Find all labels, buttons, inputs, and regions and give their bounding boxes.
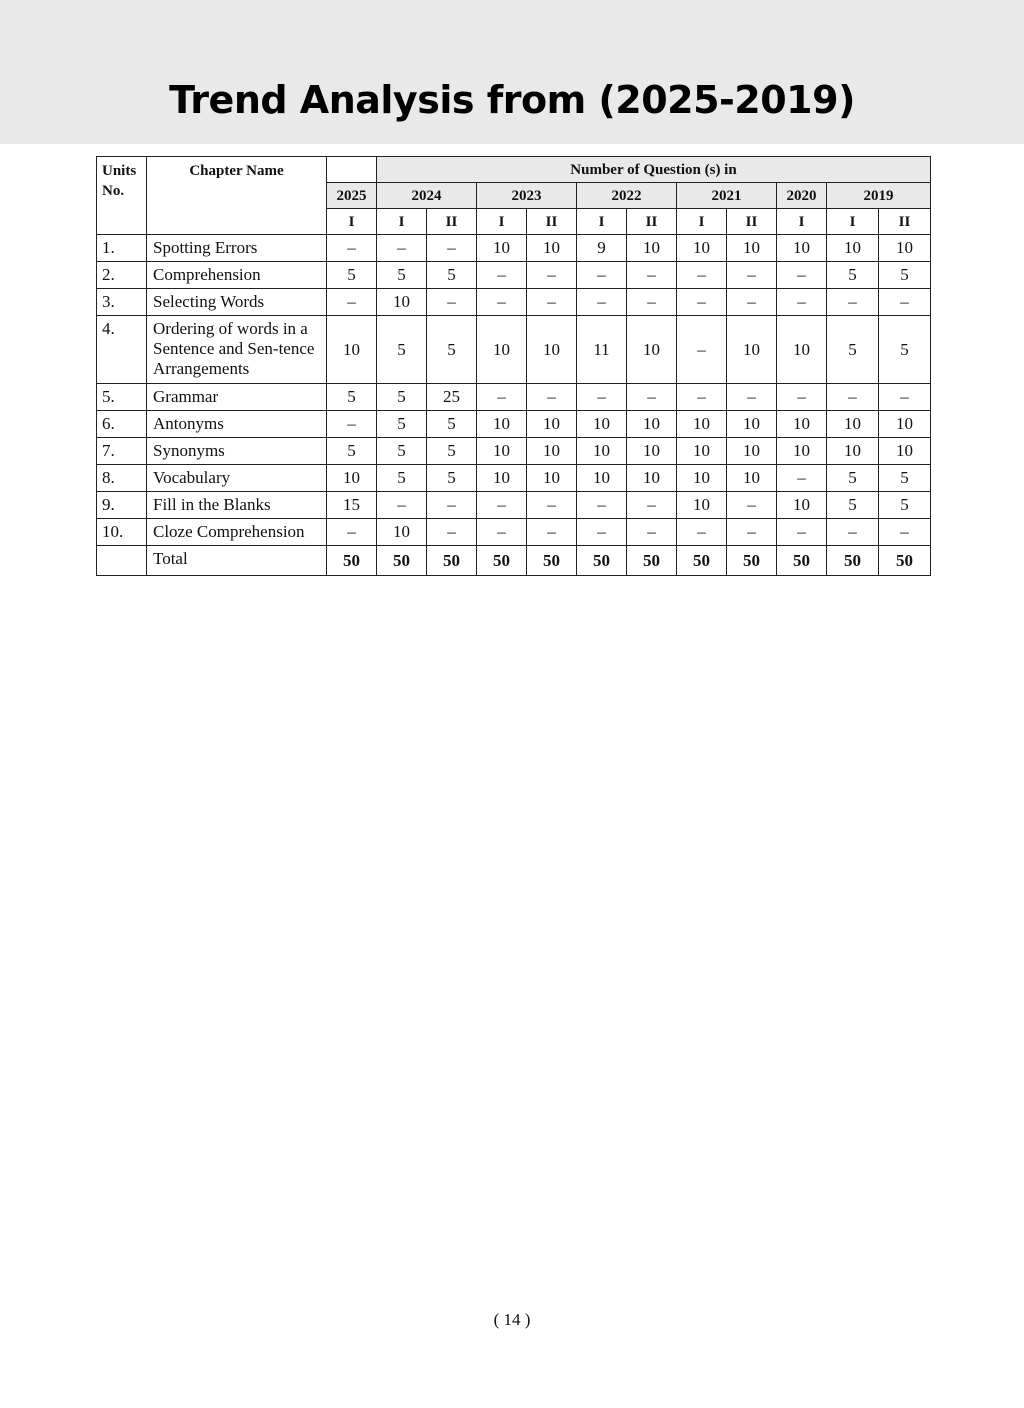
question-count-cell: 5 [327,384,377,411]
total-value: 50 [677,546,727,576]
question-count-cell: 10 [777,411,827,438]
question-count-cell: 15 [327,492,377,519]
page-number: ( 14 ) [493,1310,531,1329]
question-count-cell: – [777,519,827,546]
question-count-cell: 5 [377,438,427,465]
unit-number: 8. [97,465,147,492]
unit-number: 4. [97,316,147,384]
question-count-cell: – [327,289,377,316]
question-count-cell: – [577,384,627,411]
question-count-cell: 10 [577,411,627,438]
shift-header: I [577,209,627,235]
question-count-cell: 5 [377,465,427,492]
question-count-cell: – [577,492,627,519]
question-count-cell: 5 [427,465,477,492]
total-value: 50 [427,546,477,576]
total-value: 50 [827,546,879,576]
question-count-cell: 9 [577,235,627,262]
total-value: 50 [727,546,777,576]
question-count-cell: – [879,384,931,411]
question-count-cell: 10 [477,316,527,384]
table-row [97,289,931,316]
question-count-cell: 10 [677,411,727,438]
question-count-cell: 10 [627,438,677,465]
shift-header: I [677,209,727,235]
question-count-cell: 10 [677,465,727,492]
table-row [97,235,931,262]
question-count-cell: 10 [827,235,879,262]
chapter-name: Fill in the Blanks [147,492,327,519]
question-count-cell: – [477,262,527,289]
chapter-name: Cloze Comprehension [147,519,327,546]
question-count-cell: – [377,492,427,519]
total-value: 50 [627,546,677,576]
question-count-cell: – [879,289,931,316]
question-count-cell: 10 [527,411,577,438]
question-count-cell: 5 [827,262,879,289]
question-count-cell: 10 [377,289,427,316]
total-value: 50 [527,546,577,576]
chapter-name: Grammar [147,384,327,411]
table-row [97,411,931,438]
year-header: 2023 [477,183,577,209]
table-row [97,316,931,384]
question-count-cell: – [327,235,377,262]
question-count-cell: – [727,492,777,519]
question-count-cell: – [879,519,931,546]
question-count-cell: 10 [327,316,377,384]
question-count-cell: 5 [879,465,931,492]
table-row [97,465,931,492]
page-title: Trend Analysis from (2025-2019) [169,78,855,122]
unit-number: 6. [97,411,147,438]
question-count-cell: – [627,289,677,316]
question-count-cell: – [627,384,677,411]
total-value: 50 [477,546,527,576]
chapter-name: Synonyms [147,438,327,465]
question-count-cell: 11 [577,316,627,384]
question-count-cell: – [827,289,879,316]
question-count-cell: 5 [377,316,427,384]
total-label: Total [147,546,327,576]
unit-number: 10. [97,519,147,546]
question-count-cell: – [727,262,777,289]
question-count-cell: 10 [477,235,527,262]
shift-header: II [427,209,477,235]
year-header: 2024 [377,183,477,209]
question-count-cell: 10 [577,438,627,465]
total-value: 50 [879,546,931,576]
question-count-cell: – [527,262,577,289]
question-count-cell: 5 [377,411,427,438]
question-count-cell: 5 [427,262,477,289]
question-count-cell: – [727,519,777,546]
question-count-cell: 25 [427,384,477,411]
year-header: 2020 [777,183,827,209]
question-count-cell: – [777,289,827,316]
chapter-name: Vocabulary [147,465,327,492]
table-row [97,492,931,519]
question-count-cell: 10 [627,411,677,438]
total-value: 50 [577,546,627,576]
table-row [97,519,931,546]
unit-number: 3. [97,289,147,316]
shift-header: I [477,209,527,235]
year-header: 2021 [677,183,777,209]
question-count-cell: 10 [577,465,627,492]
unit-number: 2. [97,262,147,289]
question-count-cell: – [727,289,777,316]
question-count-cell: 10 [527,235,577,262]
shift-header: I [327,209,377,235]
table-row [97,384,931,411]
question-count-cell: 10 [827,411,879,438]
question-count-cell: – [727,384,777,411]
question-count-cell: – [477,492,527,519]
question-count-cell: 5 [879,492,931,519]
question-count-cell: 10 [777,492,827,519]
question-count-header: Number of Question (s) in [377,157,931,183]
unit-number: 1. [97,235,147,262]
question-count-cell: – [777,384,827,411]
question-count-cell: – [477,289,527,316]
question-count-cell: 10 [879,411,931,438]
question-count-cell: 10 [879,438,931,465]
question-count-cell: – [327,519,377,546]
question-count-cell: 10 [527,438,577,465]
question-count-cell: 10 [727,235,777,262]
question-count-cell: 5 [427,411,477,438]
question-count-cell: – [627,519,677,546]
question-count-cell: – [527,384,577,411]
question-count-cell: – [827,519,879,546]
question-count-cell: – [527,519,577,546]
question-count-cell: 10 [827,438,879,465]
table-row [97,262,931,289]
question-count-cell: – [427,289,477,316]
question-count-cell: – [677,316,727,384]
question-count-cell: 10 [477,438,527,465]
question-count-cell: 10 [627,465,677,492]
question-count-cell: 10 [879,235,931,262]
question-count-cell: – [527,289,577,316]
question-count-cell: 10 [727,438,777,465]
chapter-header: Chapter Name [147,157,327,235]
unit-number: 7. [97,438,147,465]
shift-header: II [727,209,777,235]
header-blank-cell [327,157,377,183]
question-count-cell: – [427,519,477,546]
question-count-cell: 5 [427,438,477,465]
total-row [97,546,931,576]
question-count-cell: – [577,262,627,289]
year-header: 2025 [327,183,377,209]
units-header: Units No. [97,157,147,235]
question-count-cell: 10 [777,438,827,465]
question-count-cell: 10 [777,316,827,384]
trend-table [96,156,931,576]
question-count-cell: – [477,519,527,546]
question-count-cell: – [677,384,727,411]
question-count-cell: 10 [677,235,727,262]
question-count-cell: 10 [727,316,777,384]
question-count-cell: 5 [827,492,879,519]
chapter-name: Spotting Errors [147,235,327,262]
question-count-cell: – [427,492,477,519]
total-value: 50 [377,546,427,576]
question-count-cell: – [677,262,727,289]
question-count-cell: – [777,262,827,289]
year-header: 2019 [827,183,931,209]
chapter-name: Comprehension [147,262,327,289]
question-count-cell: – [477,384,527,411]
shift-header: I [827,209,879,235]
question-count-cell: 5 [427,316,477,384]
question-count-cell: – [577,289,627,316]
total-unit-blank [97,546,147,576]
question-count-cell: 5 [827,316,879,384]
question-count-cell: 5 [377,384,427,411]
question-count-cell: 5 [327,438,377,465]
question-count-cell: 10 [377,519,427,546]
table-row [97,438,931,465]
chapter-name: Ordering of words in a Sentence and Sen-tence Arrangements [147,316,327,384]
question-count-cell: 5 [879,262,931,289]
total-value: 50 [777,546,827,576]
question-count-cell: 10 [477,411,527,438]
question-count-cell: – [627,492,677,519]
shift-header: II [527,209,577,235]
chapter-name: Antonyms [147,411,327,438]
question-count-cell: 10 [477,465,527,492]
question-count-cell: – [777,465,827,492]
chapter-name: Selecting Words [147,289,327,316]
shift-header: I [777,209,827,235]
unit-number: 9. [97,492,147,519]
question-count-cell: 5 [377,262,427,289]
question-count-cell: 10 [327,465,377,492]
shift-header: I [377,209,427,235]
shift-header: II [627,209,677,235]
question-count-cell: 5 [327,262,377,289]
question-count-cell: 10 [527,316,577,384]
question-count-cell: – [327,411,377,438]
total-value: 50 [327,546,377,576]
question-count-cell: 10 [527,465,577,492]
question-count-cell: – [427,235,477,262]
question-count-cell: 10 [777,235,827,262]
question-count-cell: 5 [879,316,931,384]
question-count-cell: 10 [627,316,677,384]
shift-header: II [879,209,931,235]
question-count-cell: 10 [627,235,677,262]
header-band [0,0,1024,144]
question-count-cell: – [377,235,427,262]
question-count-cell: 10 [677,492,727,519]
question-count-cell: – [527,492,577,519]
question-count-cell: – [577,519,627,546]
question-count-cell: 5 [827,465,879,492]
unit-number: 5. [97,384,147,411]
question-count-cell: – [627,262,677,289]
year-header: 2022 [577,183,677,209]
question-count-cell: – [677,519,727,546]
question-count-cell: 10 [727,465,777,492]
question-count-cell: 10 [677,438,727,465]
question-count-cell: 10 [727,411,777,438]
question-count-cell: – [677,289,727,316]
question-count-cell: – [827,384,879,411]
